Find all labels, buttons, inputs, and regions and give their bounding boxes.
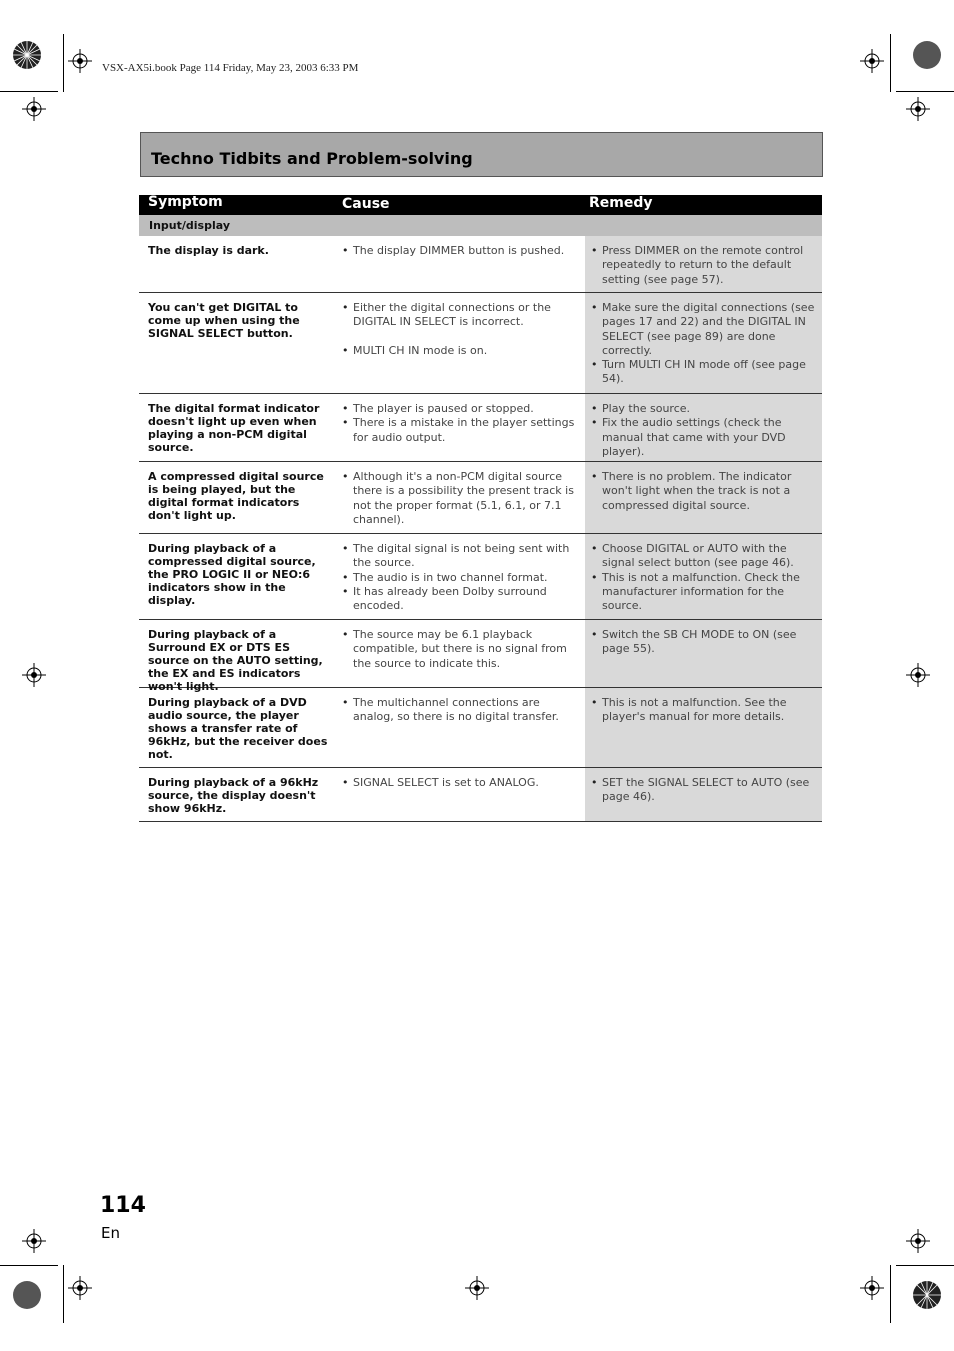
list-item: • The display DIMMER button is pushed. (342, 244, 582, 258)
list-item: • Choose DIGITAL or AUTO with the signal select button (see page 46). (591, 542, 821, 571)
list-item: • The audio is in two channel format. (342, 571, 582, 585)
symptom-cell: You can't get DIGITAL to come up when using the SIGNAL SELECT button. (148, 301, 300, 340)
crosshair-mark-icon (68, 1276, 92, 1300)
registration-star-icon (912, 1280, 942, 1310)
crop-line (896, 1265, 954, 1266)
page-title: Techno Tidbits and Problem-solving (151, 149, 473, 168)
list-item: • The source may be 6.1 playback compatible, but there is no signal from the source to indicate this. (342, 628, 582, 671)
table-row (139, 394, 822, 462)
crop-line (0, 91, 58, 92)
crosshair-mark-icon (906, 1229, 930, 1253)
crosshair-mark-icon (906, 97, 930, 121)
crop-line (896, 91, 954, 92)
list-item: • The digital signal is not being sent with the source. (342, 542, 582, 571)
table-row (139, 688, 822, 768)
list-item: • Press DIMMER on the remote control repeatedly to return to the default setting (see page 57). (591, 244, 821, 287)
header-symptom: Symptom (148, 194, 223, 210)
page-number: 114 (100, 1193, 146, 1218)
symptom-cell: During playback of a 96kHz source, the display doesn't show 96kHz. (148, 776, 319, 815)
crosshair-mark-icon (906, 663, 930, 687)
table-row (139, 768, 822, 822)
table-header (139, 195, 822, 215)
list-item: • Although it's a non-PCM digital source there is a possibility the present track is not the proper format (5.1, 6.1, or 7.1 channel). (342, 470, 582, 527)
table-row (139, 236, 822, 293)
list-item: • The multichannel connections are analog, so there is no digital transfer. (342, 696, 582, 725)
table-row (139, 293, 822, 394)
list-item: • Either the digital connections or the DIGITAL IN SELECT is incorrect. (342, 301, 582, 330)
list-item: • SIGNAL SELECT is set to ANALOG. (342, 776, 582, 790)
list-item: • Turn MULTI CH IN mode off (see page 54). (591, 358, 821, 387)
language-label: En (101, 1224, 120, 1242)
crosshair-mark-icon (465, 1276, 489, 1300)
crosshair-mark-icon (22, 97, 46, 121)
symptom-cell: The display is dark. (148, 244, 269, 257)
cause-list (342, 470, 582, 527)
section-title-bar (140, 132, 823, 177)
symptom-cell: During playback of a compressed digital source, the PRO LOGIC II or NEO:6 indicators show in the display. (148, 542, 316, 607)
cause-list (342, 402, 582, 445)
list-item: • MULTI CH IN mode is on. (342, 344, 582, 358)
crop-line (890, 1265, 891, 1323)
crosshair-mark-icon (68, 49, 92, 73)
remedy-list (591, 628, 821, 657)
list-item: • There is a mistake in the player settings for audio output. (342, 416, 582, 445)
list-item: • SET the SIGNAL SELECT to AUTO (see page 46). (591, 776, 821, 805)
crop-line (63, 34, 64, 92)
crosshair-mark-icon (22, 663, 46, 687)
registration-dot-icon (12, 1280, 42, 1310)
section-label: Input/display (149, 219, 230, 232)
table-row (139, 462, 822, 534)
troubleshooting-table (139, 195, 822, 822)
list-item: • It has already been Dolby surround encoded. (342, 585, 582, 614)
remedy-list (591, 542, 821, 613)
remedy-list (591, 696, 821, 725)
remedy-list (591, 244, 821, 287)
remedy-list (591, 470, 821, 513)
list-item: • Make sure the digital connections (see pages 17 and 22) and the DIGITAL IN SELECT (see page 89) are done correctly. (591, 301, 821, 358)
cause-list (342, 542, 582, 613)
remedy-list (591, 776, 821, 805)
cause-list (342, 244, 582, 258)
list-item: • This is not a malfunction. Check the manufacturer information for the source. (591, 571, 821, 614)
table-row (139, 534, 822, 620)
cause-list (342, 301, 582, 358)
crop-line (63, 1265, 64, 1323)
list-item: • This is not a malfunction. See the player's manual for more details. (591, 696, 821, 725)
table-row (139, 620, 822, 693)
symptom-cell: The digital format indicator doesn't light up even when playing a non-PCM digital source. (148, 402, 320, 454)
cause-list (342, 628, 582, 671)
cause-list (342, 776, 582, 790)
print-header: VSX-AX5i.book Page 114 Friday, May 23, 2003 6:33 PM (102, 62, 359, 74)
list-item: • The player is paused or stopped. (342, 402, 582, 416)
remedy-list (591, 301, 821, 387)
list-item: • Play the source. (591, 402, 821, 416)
symptom-cell: During playback of a Surround EX or DTS ES source on the AUTO setting, the EX and ES indicators won't light. (148, 628, 323, 693)
list-item: • There is no problem. The indicator won't light when the track is not a compressed digital source. (591, 470, 821, 513)
crosshair-mark-icon (860, 49, 884, 73)
cause-list (342, 696, 582, 725)
symptom-cell: During playback of a DVD audio source, the player shows a transfer rate of 96kHz, but the receiver does not. (148, 696, 328, 761)
crop-line (0, 1265, 58, 1266)
crosshair-mark-icon (22, 1229, 46, 1253)
header-remedy: Remedy (589, 195, 653, 211)
registration-star-icon (12, 40, 42, 70)
list-item: • Fix the audio settings (check the manual that came with your DVD player). (591, 416, 821, 459)
section-row (139, 215, 822, 236)
list-item: • Switch the SB CH MODE to ON (see page 55). (591, 628, 821, 657)
symptom-cell: A compressed digital source is being played, but the digital format indicators don't light up. (148, 470, 324, 522)
crosshair-mark-icon (860, 1276, 884, 1300)
header-cause: Cause (342, 196, 390, 212)
remedy-list (591, 402, 821, 459)
crop-line (890, 34, 891, 92)
registration-dot-icon (912, 40, 942, 70)
